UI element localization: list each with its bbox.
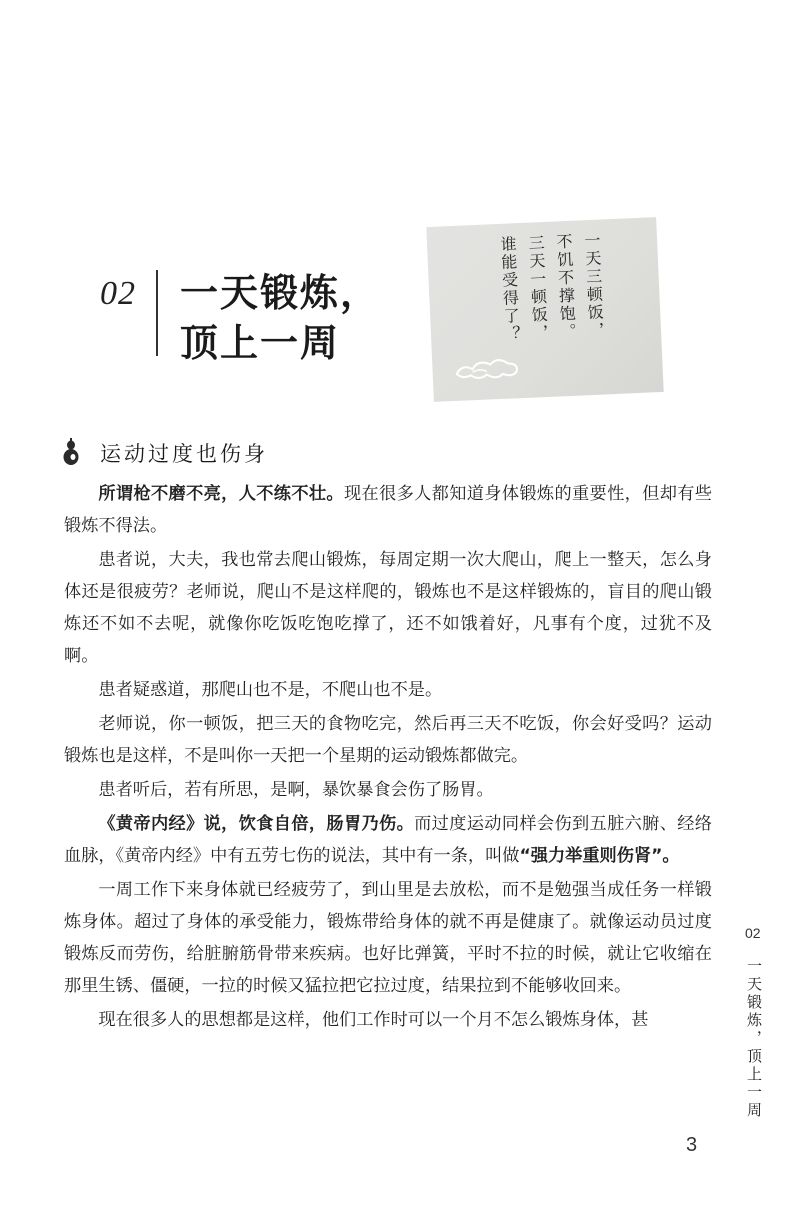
- running-head-title: 一天锻炼，顶上一周: [745, 958, 763, 1120]
- paragraph: [64, 544, 712, 672]
- quote-line-1: 一天三顿饭，: [581, 231, 606, 341]
- chapter-title: [180, 268, 380, 368]
- paragraph: [64, 808, 712, 872]
- quote-lines: [497, 231, 606, 343]
- cloud-icon: [452, 353, 523, 386]
- quote-line-2: 不饥不撑饱。: [553, 232, 578, 342]
- chapter-title-line-1: 一天锻炼，: [180, 271, 381, 315]
- bold-text: 所谓枪不磨不亮，人不练不壮。: [98, 484, 344, 504]
- paragraph: [64, 674, 712, 706]
- chapter-number: 02: [100, 275, 136, 312]
- section-title: 运动过度也伤身: [100, 442, 268, 466]
- quote-card: [426, 217, 663, 402]
- paragraph: [64, 478, 712, 542]
- paragraph: [64, 874, 712, 1002]
- bold-text: “强力举重则伤肾”。: [519, 846, 680, 866]
- paragraph-text: 而过度运动同样会伤到五脏六腑、经络血脉，《黄帝内经》中有五劳七伤的说法，其中有一条，叫做: [64, 814, 712, 866]
- paragraph-text: 老师说，你一顿饭，把三天的食物吃完，然后再三天不吃饭，你会好受吗？运动锻炼也是这样，不是叫你一天把一个星期的运动锻炼都做完。: [64, 714, 712, 766]
- paragraph-text: 患者疑惑道，那爬山也不是，不爬山也不是。: [98, 680, 443, 700]
- paragraph-text: 患者听后，若有所思，是啊，暴饮暴食会伤了肠胃。: [98, 780, 494, 800]
- paragraph-text: 一周工作下来身体就已经疲劳了，到山里是去放松，而不是勉强当成任务一样锻炼身体。超过了身体的承受能力，锻炼带给身体的就不再是健康了。就像运动员过度锻炼反而劳伤，给脏腑筋骨带来疾病。也好比弹簧，平时不拉的时候，就让它收缩在那里生锈、僵硬，一拉的时候又猛拉把它拉过度，结果拉到不能够收回来。: [64, 880, 712, 996]
- paragraph: [64, 708, 712, 772]
- chapter-title-line-2: 顶上一周: [180, 321, 341, 365]
- paragraph: [64, 774, 712, 806]
- paragraph-text: 现在很多人的思想都是这样，他们工作时可以一个月不怎么锻炼身体，甚: [98, 1010, 649, 1030]
- quote-line-3: 三天一顿饭，: [525, 233, 550, 343]
- page-number: 3: [686, 1134, 698, 1156]
- paragraph: [64, 1004, 712, 1036]
- bold-text: 《黄帝内经》说，饮食自倍，肠胃乃伤。: [98, 814, 415, 834]
- paragraph-text: 现在很多人都知道身体锻炼的重要性，但却有些锻炼不得法。: [64, 484, 712, 536]
- quote-line-4: 谁能受得了？: [497, 235, 522, 344]
- body-text: [64, 478, 712, 1038]
- chapter-divider: [156, 270, 158, 356]
- paragraph-text: 患者说，大夫，我也常去爬山锻炼，每周定期一次大爬山，爬上一整天，怎么身体还是很疲劳？老师说，爬山不是这样爬的，锻炼也不是这样锻炼的，盲目的爬山锻炼还不如不去呢，就像你吃饭吃饱吃撑了，还不如饿着好，凡事有个度，过犹不及啊。: [64, 550, 712, 666]
- running-head-number: 02: [745, 925, 761, 941]
- gourd-icon: [60, 438, 82, 466]
